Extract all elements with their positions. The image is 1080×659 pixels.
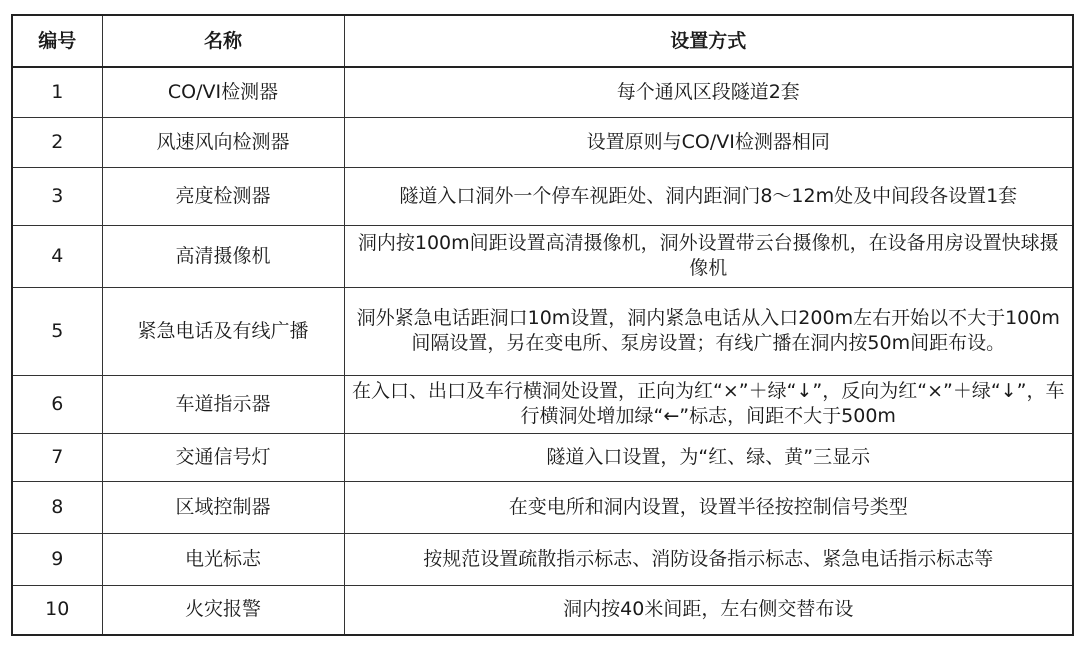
row-id: 4 [12,225,102,287]
table-row [12,533,1073,585]
row-id: 7 [12,433,102,481]
row-method: 每个通风区段隧道2套 [344,67,1073,117]
row-name: 风速风向检测器 [102,117,344,167]
row-name: 亮度检测器 [102,167,344,225]
row-method: 在变电所和洞内设置，设置半径按控制信号类型 [344,481,1073,533]
row-name: 高清摄像机 [102,225,344,287]
table-row [12,117,1073,167]
row-id: 1 [12,67,102,117]
row-method: 洞内按40米间距，左右侧交替布设 [344,585,1073,635]
row-method: 洞内按100m间距设置高清摄像机，洞外设置带云台摄像机，在设备用房设置快球摄像机 [344,225,1073,287]
table-row [12,433,1073,481]
row-method: 洞外紧急电话距洞口10m设置，洞内紧急电话从入口200m左右开始以不大于100m间隔设置，另在变电所、泵房设置；有线广播在洞内按50m间距布设。 [344,287,1073,375]
row-id: 9 [12,533,102,585]
table-row [12,375,1073,433]
table-row [12,481,1073,533]
row-name: 电光标志 [102,533,344,585]
table-header-row [12,15,1073,67]
row-id: 5 [12,287,102,375]
equipment-table-container [11,14,1072,636]
equipment-table [11,14,1074,636]
row-id: 2 [12,117,102,167]
row-name: 交通信号灯 [102,433,344,481]
table-row [12,225,1073,287]
table-row [12,67,1073,117]
row-id: 10 [12,585,102,635]
header-name: 名称 [102,15,344,67]
row-name: 车道指示器 [102,375,344,433]
row-id: 8 [12,481,102,533]
table-row [12,585,1073,635]
header-id: 编号 [12,15,102,67]
row-method: 隧道入口设置，为“红、绿、黄”三显示 [344,433,1073,481]
row-method: 隧道入口洞外一个停车视距处、洞内距洞门8～12m处及中间段各设置1套 [344,167,1073,225]
row-method: 按规范设置疏散指示标志、消防设备指示标志、紧急电话指示标志等 [344,533,1073,585]
row-id: 3 [12,167,102,225]
row-method: 在入口、出口及车行横洞处设置，正向为红“×”＋绿“↓”，反向为红“×”＋绿“↓”，车行横洞处增加绿“←”标志，间距不大于500m [344,375,1073,433]
table-row [12,287,1073,375]
header-method: 设置方式 [344,15,1073,67]
table-row [12,167,1073,225]
row-name: CO/VI检测器 [102,67,344,117]
row-name: 区域控制器 [102,481,344,533]
row-name: 紧急电话及有线广播 [102,287,344,375]
row-method: 设置原则与CO/VI检测器相同 [344,117,1073,167]
row-name: 火灾报警 [102,585,344,635]
row-id: 6 [12,375,102,433]
